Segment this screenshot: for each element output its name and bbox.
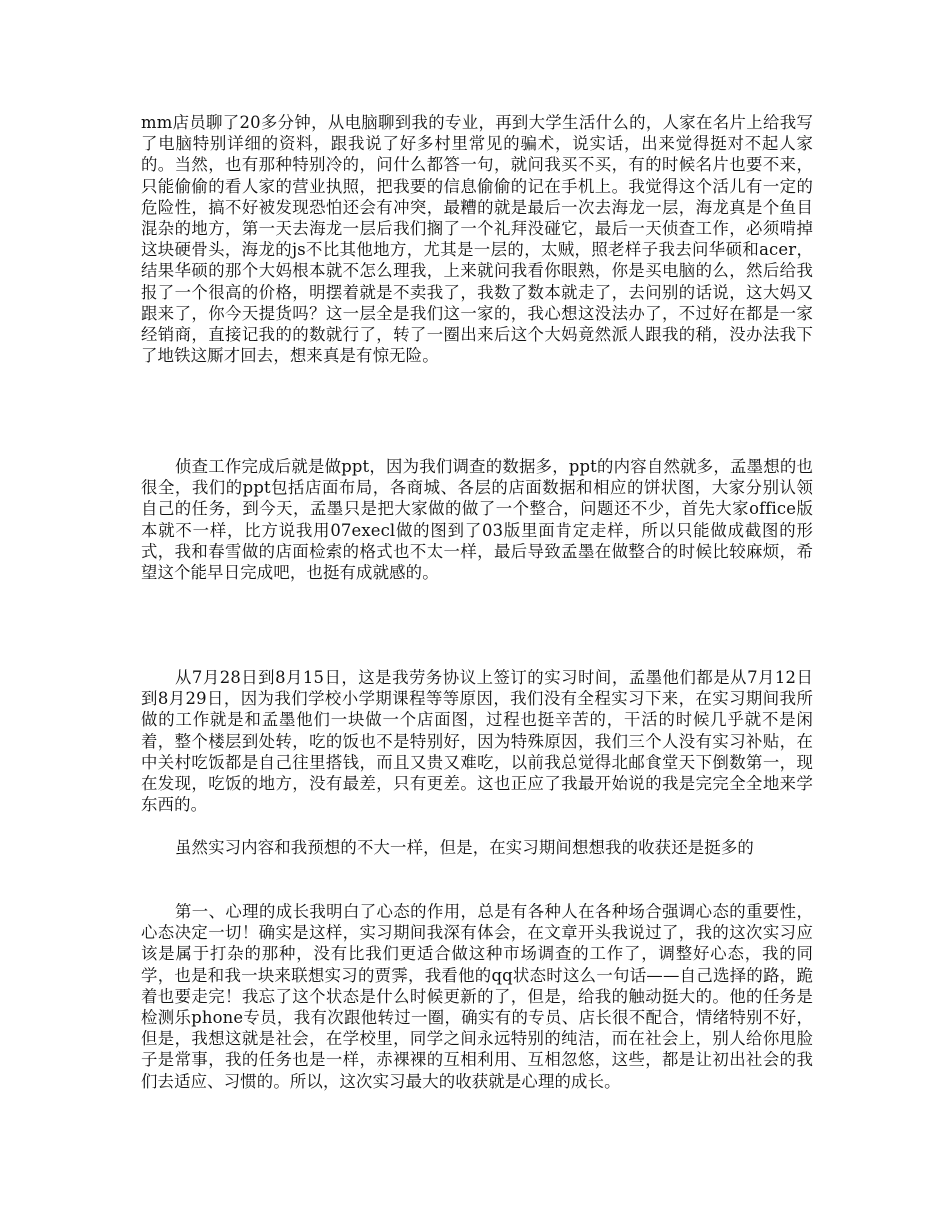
paragraph-3: 从7月28日到8月15日，这是我劳务协议上签订的实习时间，孟墨他们都是从7月12日到8月29日，因为我们学校小学期课程等等原因，我们没有全程实习下来，在实习期间我所做的工作就是和孟墨他们一块做一个店面图，过程也挺辛苦的，干活的时候几乎就不是闲着，整个楼层到处转，吃的饭也不是特别好，因为特殊原因，我们三个人没有实习补贴，在中关村吃饭都是自己往里搭钱，而且又贵又难吃，以前我总觉得北邮食堂天下倒数第一，现在发现，吃饭的地方，没有最差，只有更差。这也正应了我最开始说的我是完完全全地来学东西的。 xyxy=(141,668,813,815)
paragraph-5: 第一、心理的成长我明白了心态的作用，总是有各种人在各种场合强调心态的重要性，心态决定一切！确实是这样，实习期间我深有体会，在文章开头我说过了，我的这次实习应该是属于打杂的那种，没有比我们更适合做这种市场调查的工作了，调整好心态，我的同学，也是和我一块来联想实习的贾霁，我看他的qq状态时这么一句话——自己选择的路，跪着也要走完！我忘了这个状态是什么时候更新的了，但是，给我的触动挺大的。他的任务是检测乐phone专员，我有次跟他转过一圈，确实有的专员、店长很不配合，情绪特别不好，但是，我想这就是社会，在学校里，同学之间永远特别的纯洁，而在社会上，别人给你甩脸子是常事，我的任务也是一样，赤裸裸的互相利用、互相忽悠，这些，都是让初出社会的我们去适应、习惯的。所以，这次实习最大的收获就是心理的成长。 xyxy=(141,902,813,1091)
paragraph-2: 侦查工作完成后就是做ppt，因为我们调查的数据多，ppt的内容自然就多，孟墨想的也很全，我们的ppt包括店面布局，各商城、各层的店面数据和相应的饼状图，大家分别认领自己的任务，到今天，孟墨只是把大家做的做了一个整合，问题还不少，首先大家office版本就不一样，比方说我用07execl做的图到了03版里面肯定走样，所以只能做成截图的形式，我和春雪做的店面检索的格式也不太一样，最后导致孟墨在做整合的时候比较麻烦，希望这个能早日完成吧，也挺有成就感的。 xyxy=(141,457,813,583)
paragraph-1: mm店员聊了20多分钟，从电脑聊到我的专业，再到大学生活什么的，人家在名片上给我写了电脑特别详细的资料，跟我说了好多村里常见的骗术，说实话，出来觉得挺对不起人家的。当然，也有那种特别冷的，问什么都答一句，就问我买不买，有的时候名片也要不来，只能偷偷的看人家的营业执照，把我要的信息偷偷的记在手机上。我觉得这个活儿有一定的危险性，搞不好被发现恐怕还会有冲突，最糟的就是最后一次去海龙一层，海龙真是个鱼目混杂的地方，第一天去海龙一层后我们搁了一个礼拜没碰它，最后一天侦查工作，必须啃掉这块硬骨头，海龙的js不比其他地方，尤其是一层的，太贼，照老样子我去问华硕和acer，结果华硕的那个大妈根本就不怎么理我，上来就问我看你眼熟，你是买电脑的么，然后给我报了一个很高的价格，明摆着就是不卖我了，我数了数本就走了，去问别的话说，这大妈又跟来了，你今天提货吗？这一层全是我们这一家的，我心想这没法办了，不过好在都是一家经销商，直接记我的的数就行了，转了一圈出来后这个大妈竟然派人跟我的稍，没办法我下了地铁这厮才回去，想来真是有惊无险。 xyxy=(141,113,813,366)
paragraph-4: 虽然实习内容和我预想的不大一样，但是，在实习期间想想我的收获还是挺多的 xyxy=(175,838,754,857)
